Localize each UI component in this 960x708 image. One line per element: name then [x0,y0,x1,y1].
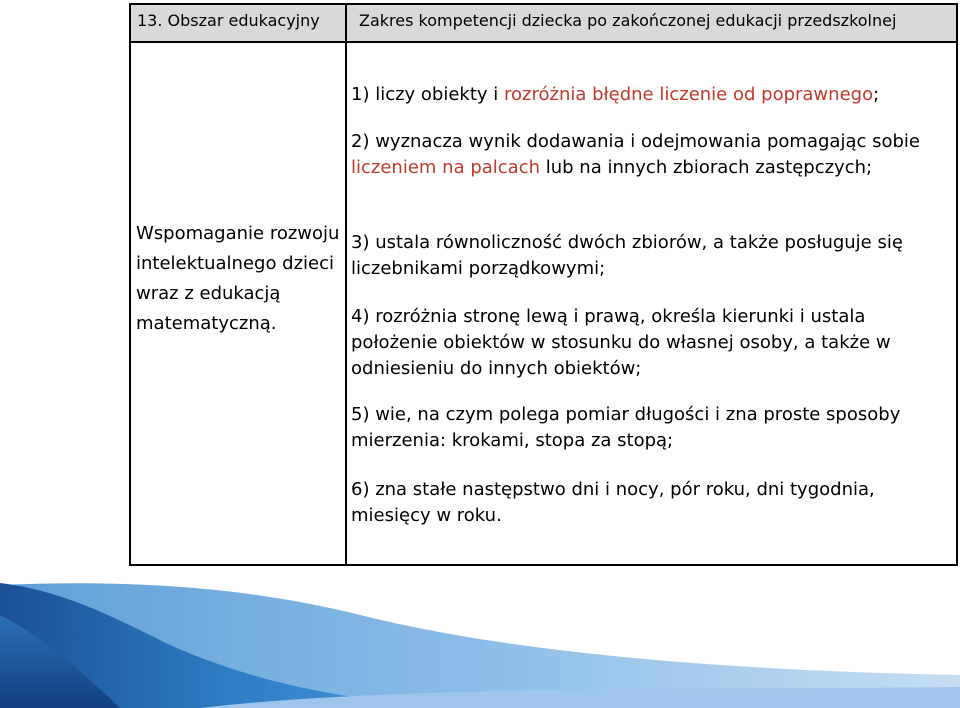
item-text: 3) ustala równoliczność dwóch zbiorów, a także posługuje się liczebnikami porządkowymi; [351,232,903,279]
competency-item-3 [351,230,951,282]
column-header-area: 13. Obszar edukacyjny [137,11,320,30]
item-text: 4) rozróżnia stronę lewą i prawą, określa kierunki i ustala położenie obiektów w stosunku do własnej osoby, a także w odniesieniu do innych obiektów; [351,306,891,379]
competency-item-4 [351,304,951,382]
competency-item-2 [351,129,951,181]
item-text: 2) wyznacza wynik dodawania i odejmowania pomagając sobie [351,131,920,152]
item-text-end: ; [873,84,880,105]
decorative-wave [0,575,960,708]
educational-area-title: Wspomaganie rozwoju intelektualnego dzieci wraz z edukacją matematyczną. [136,223,340,334]
column-divider [345,3,347,566]
item-text: 5) wie, na czym polega pomiar długości i zna proste sposoby mierzenia: krokami, stopa za stopą; [351,404,901,451]
competency-item-6 [351,477,951,529]
item-text-end: lub na innych zbiorach zastępczych; [540,157,873,178]
highlighted-text: liczeniem na palcach [351,157,541,178]
item-text: 6) zna stałe następstwo dni i nocy, pór roku, dni tygodnia, miesięcy w roku. [351,479,875,526]
competency-item-5 [351,402,951,454]
highlighted-text: rozróżnia błędne liczenie od poprawnego [504,84,874,105]
item-text: 1) liczy obiekty i [351,84,505,105]
competency-item-1 [351,82,951,108]
column-header-competencies: Zakres kompetencji dziecka po zakończonej edukacji przedszkolnej [359,11,897,30]
header-divider [129,41,958,43]
